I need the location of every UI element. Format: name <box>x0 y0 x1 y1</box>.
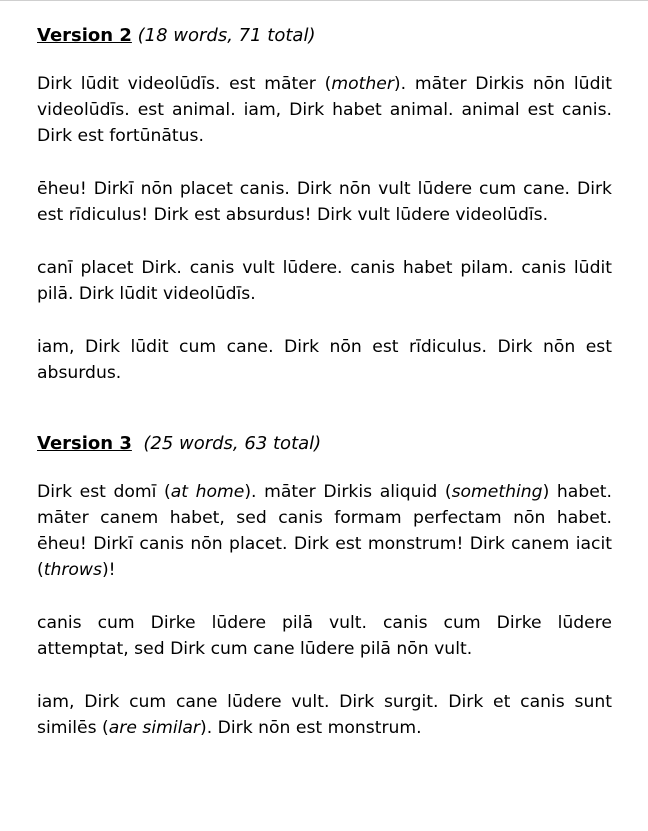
paragraph <box>37 479 612 583</box>
text-run: canī placet Dirk. canis vult lūdere. canis habet pilam. canis lūdit pilā. Dirk lūdit videolūdīs. <box>37 258 612 304</box>
text-run: ) habet. māter canem habet, sed canis formam perfectam nōn habet. ēheu! Dirkī canis nōn placet. Dirk est monstrum! Dirk canem iacit ( <box>37 482 612 580</box>
paragraph <box>37 689 612 741</box>
paragraph <box>37 71 612 149</box>
text-run: iam, Dirk lūdit cum cane. Dirk nōn est rīdiculus. Dirk nōn est absurdus. <box>37 337 612 383</box>
section-title: Version 2 <box>37 25 132 46</box>
paragraph <box>37 255 612 307</box>
document-body <box>37 23 612 768</box>
gloss-italic: are similar <box>108 718 200 738</box>
section-title: Version 3 <box>37 433 132 454</box>
section-word-count: (25 words, 63 total) <box>143 433 322 454</box>
paragraph <box>37 334 612 386</box>
text-run: ). Dirk nōn est monstrum. <box>200 718 422 738</box>
section-spacer <box>37 413 612 431</box>
gloss-italic: throws <box>43 560 102 580</box>
text-run: ēheu! Dirkī nōn placet canis. Dirk nōn vult lūdere cum cane. Dirk est rīdiculus! Dirk est absurdus! Dirk vult lūdere videolūdīs. <box>37 179 612 225</box>
section-heading-version-2 <box>37 23 612 49</box>
top-rule <box>0 0 648 1</box>
section-heading-version-3 <box>37 431 612 457</box>
text-run: canis cum Dirke lūdere pilā vult. canis cum Dirke lūdere attemptat, sed Dirk cum cane lūdere pilā nōn vult. <box>37 613 612 659</box>
gloss-italic: mother <box>331 74 394 94</box>
text-run: Dirk lūdit videolūdīs. est māter ( <box>37 74 332 94</box>
text-run: )! <box>101 560 116 580</box>
gloss-italic: at home <box>170 482 245 502</box>
paragraph <box>37 610 612 662</box>
gloss-italic: something <box>451 482 543 502</box>
paragraph <box>37 176 612 228</box>
section-word-count: (18 words, 71 total) <box>137 25 316 46</box>
text-run: ). māter Dirkis nōn lūdit videolūdīs. est animal. iam, Dirk habet animal. animal est canis. Dirk est fortūnātus. <box>37 74 612 146</box>
text-run: iam, Dirk cum cane lūdere vult. Dirk surgit. Dirk et canis sunt similēs ( <box>37 692 612 738</box>
text-run: Dirk est domī ( <box>37 482 171 502</box>
text-run: ). māter Dirkis aliquid ( <box>244 482 452 502</box>
